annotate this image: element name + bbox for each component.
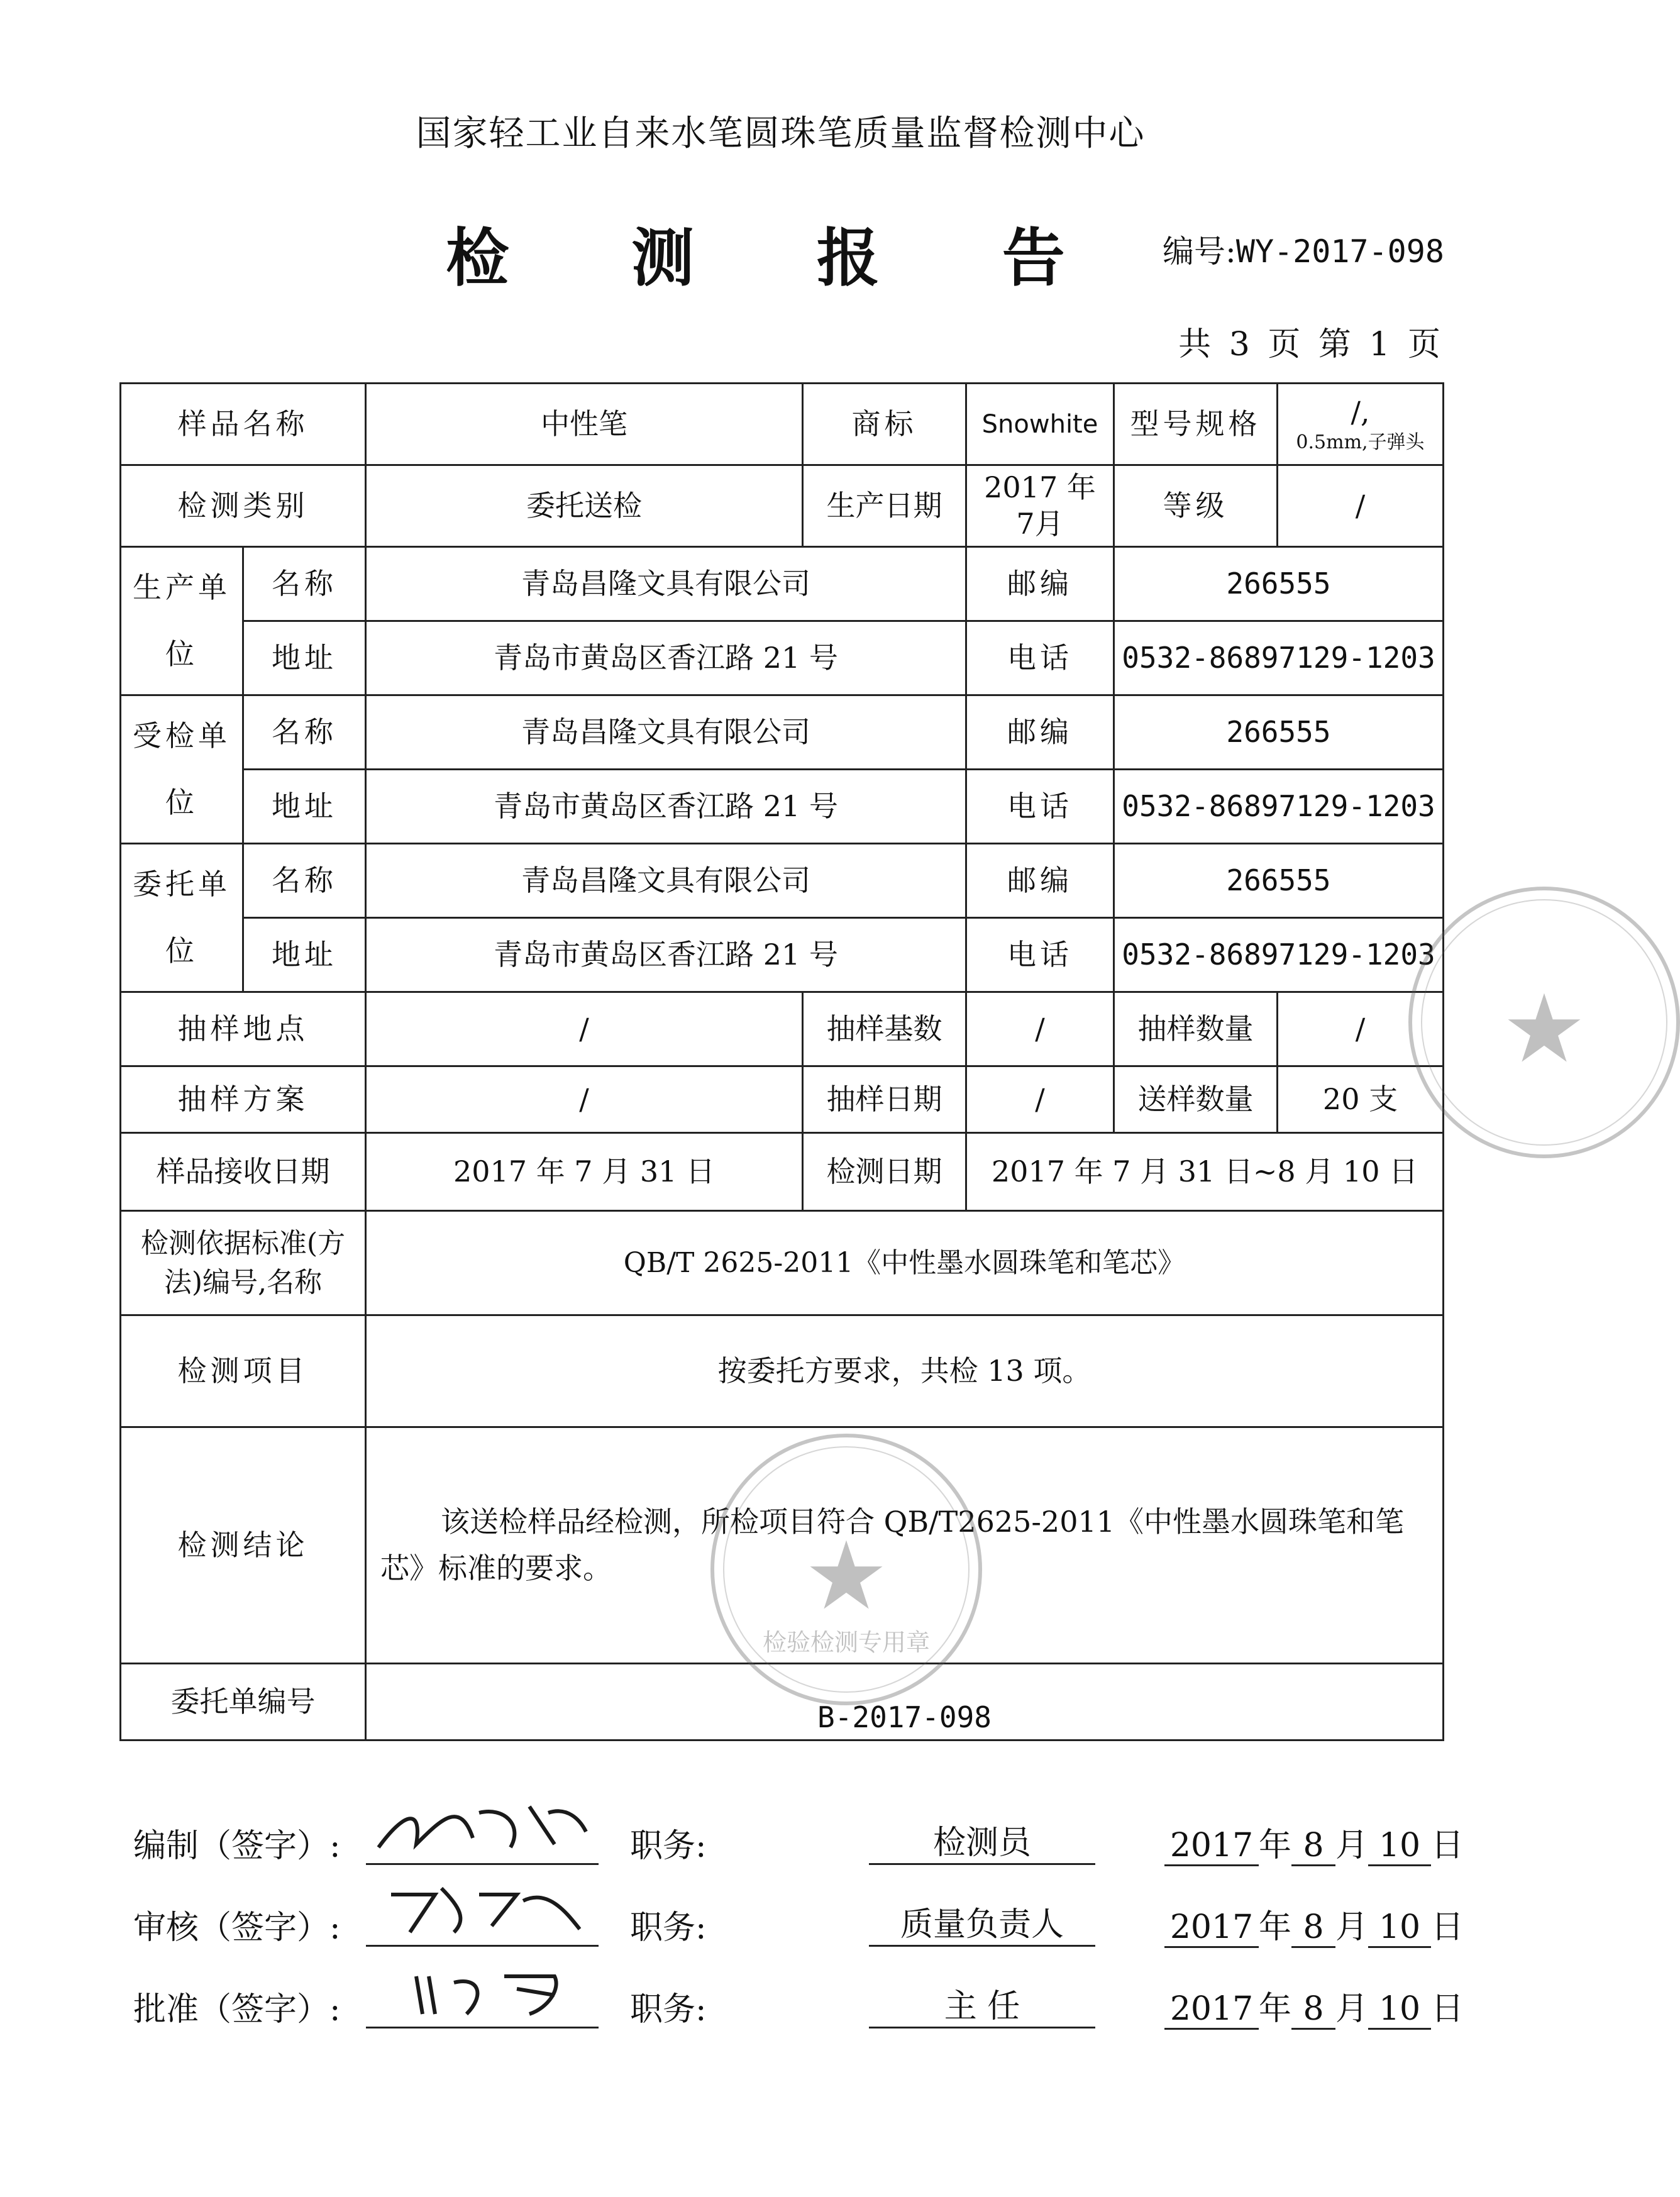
page-count: 共 3 页 第 1 页 [1178,326,1444,363]
signature-row-approver [133,1974,1464,2037]
duty-compiler: 检测员 [869,1816,1095,1865]
row-sample-name [121,384,1444,465]
date-reviewer [1164,1900,1464,1948]
label-inspected-zip: 邮编 [966,695,1114,770]
value-sample-name: 中性笔 [366,384,803,465]
label-brand: 商标 [803,384,966,465]
value-sampling-plan: / [366,1066,803,1133]
label-client: 委托单位 [121,844,243,992]
label-standard: 检测依据标准(方法)编号,名称 [121,1211,366,1315]
unit-month: 月 [1335,1908,1369,1946]
duty-label-reviewer: 职务: [630,1909,707,1947]
center-name: 国家轻工业自来水笔圆珠笔质量监督检测中心 [416,113,1146,154]
duty-label-approver: 职务: [630,1991,707,2028]
value-producer-name: 青岛昌隆文具有限公司 [366,547,966,621]
value-inspected-tel: 0532-86897129-1203 [1114,770,1444,844]
value-client-address: 青岛市黄岛区香江路 21 号 [366,918,966,992]
date-reviewer-year: 2017 [1164,1908,1259,1948]
duty-label-compiler: 职务: [630,1827,707,1865]
row-conclusion [121,1427,1444,1664]
label-client-tel: 电话 [966,918,1114,992]
row-producer-address [121,621,1444,695]
unit-month: 月 [1335,1827,1369,1864]
label-delivered-quantity: 送样数量 [1114,1066,1278,1133]
label-inspected: 受检单位 [121,695,243,844]
date-reviewer-month: 8 [1291,1908,1335,1948]
value-delivered-quantity: 20 支 [1278,1066,1444,1133]
signature-row-reviewer [133,1893,1464,1956]
label-test-items: 检测项目 [121,1315,366,1427]
value-test-date: 2017 年 7 月 31 日~8 月 10 日 [966,1133,1444,1211]
report-title: 检 测 报 告 [446,221,1115,295]
label-producer-address: 地址 [243,621,366,695]
seal-text: 检验检测专用章 [762,1629,930,1656]
date-approver-day: 10 [1368,1990,1431,2030]
label-receive-date: 样品接收日期 [121,1133,366,1211]
label-producer: 生产单位 [121,547,243,695]
row-standard [121,1211,1444,1315]
row-sampling-plan [121,1066,1444,1133]
unit-month: 月 [1335,1990,1369,2028]
label-grade: 等级 [1114,465,1278,547]
value-test-items: 按委托方要求，共检 13 项。 [366,1315,1444,1427]
label-order-number: 委托单编号 [121,1664,366,1740]
value-receive-date: 2017 年 7 月 31 日 [366,1133,803,1211]
value-producer-tel: 0532-86897129-1203 [1114,621,1444,695]
date-compiler-day: 10 [1368,1827,1431,1866]
official-seal-edge [1408,887,1680,1158]
label-sampling-date: 抽样日期 [803,1066,966,1133]
handwritten-signature-icon [366,1788,599,1863]
role-compiler: 编制（签字）: [133,1827,341,1865]
row-test-items [121,1315,1444,1427]
label-sampling-plan: 抽样方案 [121,1066,366,1133]
row-client-name [121,844,1444,918]
label-client-name: 名称 [243,844,366,918]
role-reviewer: 审核（签字）: [133,1909,341,1947]
unit-year: 年 [1259,1827,1292,1864]
value-client-tel: 0532-86897129-1203 [1114,918,1444,992]
value-inspected-address: 青岛市黄岛区香江路 21 号 [366,770,966,844]
label-inspected-tel: 电话 [966,770,1114,844]
label-test-type: 检测类别 [121,465,366,547]
label-client-zip: 邮编 [966,844,1114,918]
value-sampling-location: / [366,992,803,1066]
label-sampling-base: 抽样基数 [803,992,966,1066]
label-model: 型号规格 [1114,384,1278,465]
label-test-date: 检测日期 [803,1133,966,1211]
report-number-value: WY-2017-098 [1235,233,1444,270]
duty-approver: 主 任 [869,1979,1095,2028]
date-compiler-year: 2017 [1164,1827,1259,1866]
handwritten-signature-icon [366,1951,599,2027]
value-producer-zip: 266555 [1114,547,1444,621]
unit-year: 年 [1259,1990,1292,2028]
signature-compiler [366,1788,599,1865]
label-inspected-name: 名称 [243,695,366,770]
value-production-date [966,465,1114,547]
value-brand: Snowhite [966,384,1114,465]
row-test-type [121,465,1444,547]
date-approver-month: 8 [1291,1990,1335,2030]
label-producer-tel: 电话 [966,621,1114,695]
value-inspected-name: 青岛昌隆文具有限公司 [366,695,966,770]
row-client-address [121,918,1444,992]
signature-reviewer [366,1869,599,1947]
label-sample-name: 样品名称 [121,384,366,465]
signature-row-compiler [133,1811,1464,1874]
report-table [119,382,1444,1741]
value-sampling-base: / [966,992,1114,1066]
label-sampling-location: 抽样地点 [121,992,366,1066]
report-number [1163,226,1444,272]
value-producer-address: 青岛市黄岛区香江路 21 号 [366,621,966,695]
report-number-label: 编号: [1163,233,1236,270]
date-approver-year: 2017 [1164,1990,1259,2030]
label-producer-zip: 邮编 [966,547,1114,621]
date-approver [1164,1982,1464,2030]
handwritten-signature-icon [366,1869,599,1945]
row-producer-name [121,547,1444,621]
value-client-zip: 266555 [1114,844,1444,918]
label-inspected-address: 地址 [243,770,366,844]
seal-star-icon: ★ [804,1522,889,1632]
row-order-number [121,1664,1444,1740]
role-approver: 批准（签字）: [133,1991,341,2028]
seal-edge-star-icon: ★ [1501,975,1587,1085]
value-sampling-date: / [966,1066,1114,1133]
seal-edge-inner-ring [1421,899,1667,1146]
date-reviewer-day: 10 [1368,1908,1431,1948]
duty-reviewer: 质量负责人 [869,1898,1095,1947]
value-test-type: 委托送检 [366,465,803,547]
value-client-name: 青岛昌隆文具有限公司 [366,844,966,918]
value-production-month: 7月 [1016,506,1064,541]
label-client-address: 地址 [243,918,366,992]
value-model [1278,384,1444,465]
unit-day: 日 [1431,1990,1464,2028]
value-model-line2: 0.5mm,子弹头 [1296,431,1425,453]
row-dates [121,1133,1444,1211]
row-sampling-location [121,992,1444,1066]
unit-year: 年 [1259,1908,1292,1946]
unit-day: 日 [1431,1827,1464,1864]
value-production-year: 2017 年 [984,470,1096,504]
label-production-date: 生产日期 [803,465,966,547]
label-producer-name: 名称 [243,547,366,621]
value-sampling-quantity: / [1278,992,1444,1066]
label-sampling-quantity: 抽样数量 [1114,992,1278,1066]
value-conclusion: 该送检样品经检测，所检项目符合 QB/T2625-2011《中性墨水圆珠笔和笔芯》标准的要求。 [366,1427,1444,1664]
row-inspected-address [121,770,1444,844]
label-conclusion: 检测结论 [121,1427,366,1664]
row-inspected-name [121,695,1444,770]
date-compiler-month: 8 [1291,1827,1335,1866]
unit-day: 日 [1431,1908,1464,1946]
signature-approver [366,1951,599,2028]
date-compiler [1164,1818,1464,1866]
value-order-number: B-2017-098 [366,1664,1444,1740]
value-grade: / [1278,465,1444,547]
value-model-line1: /, [1351,395,1370,429]
value-standard: QB/T 2625-2011《中性墨水圆珠笔和笔芯》 [366,1211,1444,1315]
value-inspected-zip: 266555 [1114,695,1444,770]
